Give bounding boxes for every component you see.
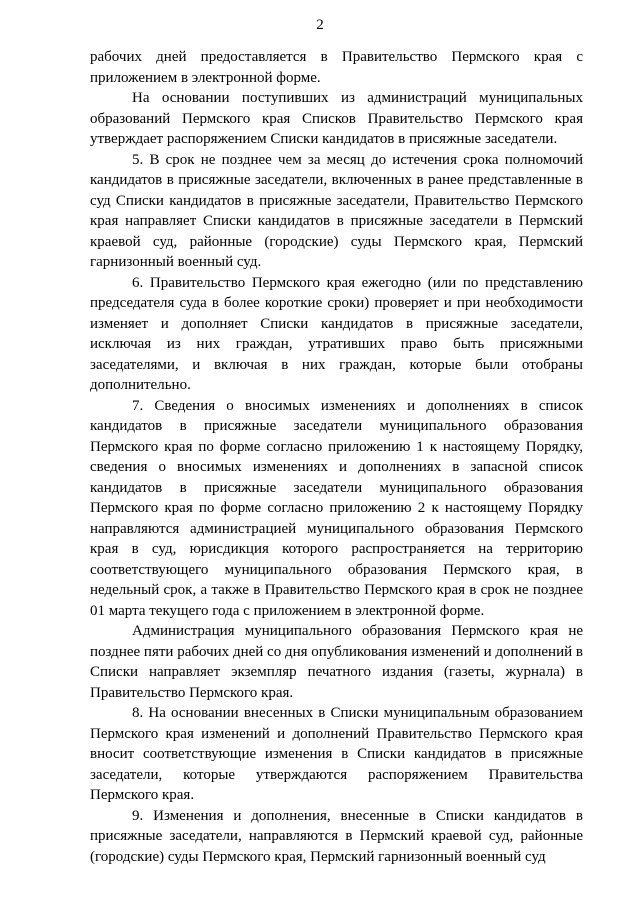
paragraph-item-6: 6. Правительство Пермского края ежегодно (или по представлению председателя суда в более короткие сроки) проверяет и при необходимости изменяет и дополняет Списки кандидатов в присяжные заседатели, исключая из них граждан, утративших право быть присяжными заседателями, и включая в них граждан, которые были отобраны дополнительно.: [90, 274, 583, 393]
paragraph-administration: Администрация муниципального образования Пермского края не позднее пяти рабочих дней со дня опубликования изменений и дополнений в Списки направляет экземпляр печатного издания (газеты, журнала) в Правительство Пермского края.: [90, 623, 583, 701]
paragraph-item-9: 9. Изменения и дополнения, внесенные в Списки кандидатов в присяжные заседатели, направляются в Пермский краевой суд, районные (городские) суды Пермского края, Пермский гарнизонный военный суд: [90, 807, 583, 865]
document-body: [90, 47, 583, 867]
paragraph-continuation: рабочих дней предоставляется в Правительство Пермского края с приложением в электронной форме.: [90, 49, 583, 86]
page-number: 2: [316, 17, 324, 33]
paragraph-item-8: 8. На основании внесенных в Списки муниципальным образованием Пермского края изменений и дополнений Правительство Пермского края вносит соответствующие изменения в Списки кандидатов в присяжные заседатели, которые утверждаются распоряжением Правительства Пермского края.: [90, 705, 583, 803]
paragraph-item-7: 7. Сведения о вносимых изменениях и дополнениях в список кандидатов в присяжные заседатели муниципального образования Пермского края по форме согласно приложению 1 к настоящему Порядку, сведения о вносимых изменениях и дополнениях в запасной список кандидатов в присяжные заседатели муниципального образования Пермского края по форме согласно приложению 2 к настоящему Порядку направляются администрацией муниципального образования Пермского края в суд, юрисдикция которого распространяется на территорию соответствующего муниципального образования Пермского края, в недельный срок, а также в Правительство Пермского края в срок не позднее 01 марта текущего года с приложением в электронной форме.: [90, 397, 583, 619]
paragraph-approval: На основании поступивших из администраций муниципальных образований Пермского края Списков Правительство Пермского края утверждает распоряжением Списки кандидатов в присяжные заседатели.: [90, 90, 583, 147]
paragraph-item-5: 5. В срок не позднее чем за месяц до истечения срока полномочий кандидатов в присяжные заседатели, включенных в ранее представленные в суд Списки кандидатов в присяжные заседатели, Правительство Пермского края направляет Списки кандидатов в присяжные заседатели в Пермский краевой суд, районные (городские) суды Пермского края, Пермский гарнизонный военный суд.: [90, 151, 583, 270]
